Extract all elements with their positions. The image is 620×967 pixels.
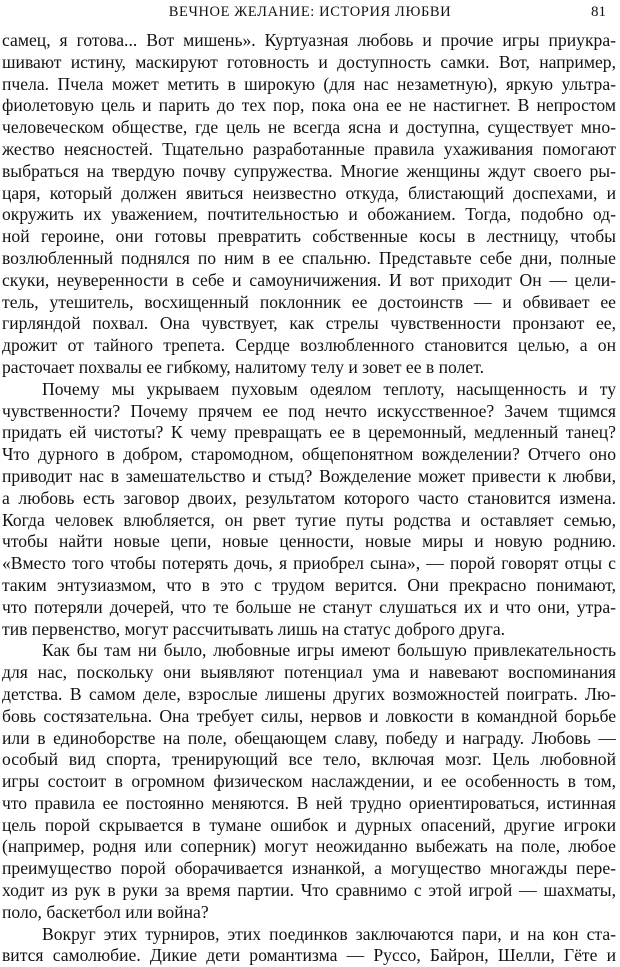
text-line: бовь состязательна. Она требует силы, нервов и ловкости в командной борьбе (2, 705, 616, 726)
text-line: цель порой скрывается в тумане ошибок и дурных опасений, другие игроки (2, 814, 616, 835)
text-line: или в единоборстве на поле, обещающем славу, победу и награду. Любовь — (2, 727, 616, 748)
text-line: (например, родня или соперник) могут неожиданно выбежать на поле, любое (2, 836, 616, 857)
paragraph-start-line: Почему мы укрываем пуховым одеялом теплоту, насыщенность и ту (42, 378, 616, 399)
text-line: скуки, неуверенности в себе и самоуничижения. И вот приходит Он — цели- (2, 269, 616, 290)
text-line: фиолетовую цель и парить до тех пор, пока она ее не настигнет. В непростом (2, 95, 616, 116)
text-line: выбраться на твердую почву супружества. Многие женщины ждут своего ры- (2, 160, 616, 181)
text-line: царя, который должен явиться неизвестно откуда, блистающий доспехами, и (2, 182, 616, 203)
text-line: гирляндой похвал. Она чувствует, как стрелы чувственности пронзают ее, (2, 313, 616, 334)
text-line: придать ей чистоты? К чему превращать ее в церемонный, медленный танец? (2, 422, 616, 443)
text-line: ходит из рук в руки за время партии. Что сравнимо с этой игрой — шахматы, (2, 880, 616, 901)
text-line: ной героине, они готовы превратить собственные косы в лестницу, чтобы (2, 226, 616, 247)
text-line: игры состоит в огромном физическом наслаждении, и ее особенность в том, (2, 771, 616, 792)
text-line: жество неясностей. Тщательно разработанные правила ухаживания помогают (2, 138, 616, 159)
text-line: преимущество порой оборачивается изнанкой, а могущество многажды пере- (2, 858, 616, 879)
paragraph-start-line: Вокруг этих турниров, этих поединков заключаются пари, и на кон ста- (42, 923, 616, 944)
paragraph-end-line: поло, баскетбол или война? (2, 901, 209, 922)
text-line: человеческом обществе, где цель не всегда ясна и доступна, существует мно- (2, 117, 616, 138)
text-line: возлюбленный поднялся по ним в ее спальню. Представьте себе дни, полные (2, 247, 616, 268)
text-line: что потеряли дочерей, что те больше не станут слушаться их и что они, утра- (2, 596, 616, 617)
text-line: окружить их уважением, почтительностью и обожанием. Тогда, подобно од- (2, 204, 616, 225)
text-line: Когда человек влюбляется, он рвет тугие путы родства и оставляет семью, (2, 509, 616, 530)
text-line: детства. В самом деле, взрослые лишены других возможностей поиграть. Лю- (2, 683, 616, 704)
text-line: пчела. Пчела может метить в широкую (для нас незаметную), яркую ультра- (2, 73, 616, 94)
paragraph-start-line: Как бы там ни было, любовные игры имеют большую привлекательность (42, 640, 616, 661)
text-line: самец, я готова... Вот мишень». Куртуазная любовь и прочие игры приукра- (2, 30, 616, 50)
text-line: тель, утешитель, восхищенный поклонник ее достоинств — и обвивает ее (2, 291, 616, 312)
text-line: «Вместо того чтобы потерять дочь, я приобрел сына», — порой говорят отцы с (2, 553, 616, 574)
page-number: 81 (591, 4, 606, 20)
text-line: вится самолюбие. Дикие дети романтизма — Руссо, Байрон, Шелли, Гёте и (2, 945, 616, 966)
text-line: для нас, поскольку они выявляют потенциал ума и навевают воспоминания (2, 662, 616, 683)
text-line: особый вид спорта, тренирующий все тело, включая мозг. Цель любовной (2, 749, 616, 770)
body-text (2, 30, 616, 967)
text-line: дрожит от тайного трепета. Сердце возлюбленного становится целью, а он (2, 335, 616, 356)
text-line: шивают истину, маскируют готовность и доступность самки. Вот, например, (2, 51, 616, 72)
text-line: чтобы найти новые цепи, новые ценности, новые миры и новую роднию. (2, 531, 616, 552)
running-head: ВЕЧНОЕ ЖЕЛАНИЕ: ИСТОРИЯ ЛЮБВИ (168, 4, 452, 20)
text-line: Что дурного в добром, старомодном, общепонятном вожделении? Отчего оно (2, 444, 616, 465)
text-line: а любовь есть заговор двоих, результатом которого часто становится измена. (2, 487, 616, 508)
text-line: приводит нас в замешательство и стыд? Вожделение может привести к любви, (2, 465, 616, 486)
paragraph-end-line: тив первенство, могут рассчитывать лишь на статус доброго друга. (2, 618, 506, 639)
page-header (0, 2, 620, 24)
text-line: таким энтузиазмом, что в это с трудом верится. Они прекрасно понимают, (2, 574, 616, 595)
text-line: чувственности? Почему прячем ее под нечто искусственное? Зачем тщимся (2, 400, 616, 421)
text-line: что правила ее постоянно меняются. В ней трудно ориентироваться, истинная (2, 792, 616, 813)
paragraph-end-line: расточает похвалы ее гибкому, налитому телу и зовет ее в полет. (2, 356, 484, 377)
